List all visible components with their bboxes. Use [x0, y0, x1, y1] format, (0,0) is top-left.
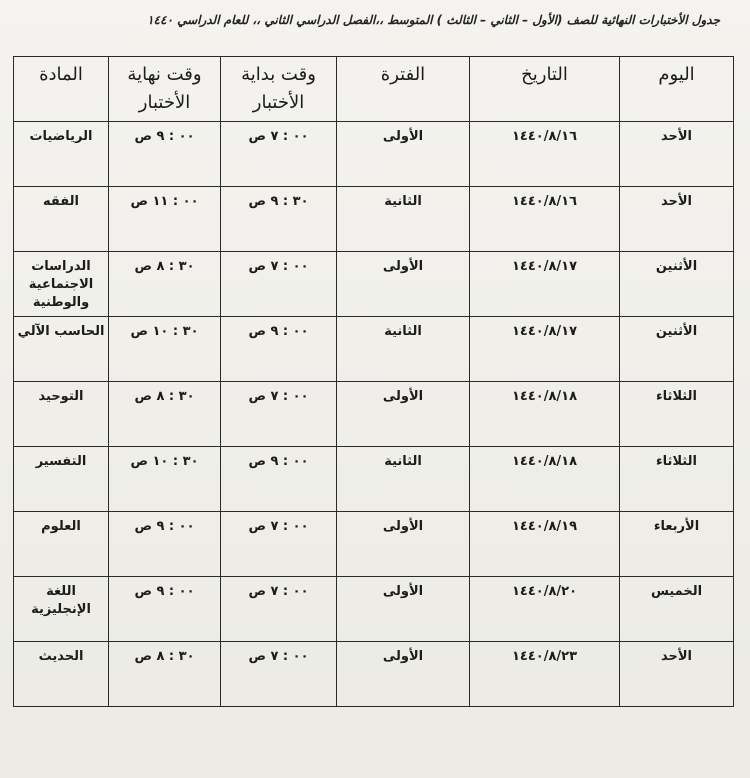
- header-date: التاريخ: [470, 57, 620, 122]
- end-time-cell: ٠٠ : ٩ ص: [109, 577, 221, 642]
- period-cell: الثانية: [337, 317, 470, 382]
- subject-cell: الحديث: [14, 642, 109, 707]
- subject-cell: الرياضيات: [14, 122, 109, 187]
- end-time-cell: ٣٠ : ٨ ص: [109, 382, 221, 447]
- subject-cell: الفقه: [14, 187, 109, 252]
- start-time-cell: ٠٠ : ٩ ص: [221, 317, 337, 382]
- end-time-cell: ٠٠ : ٩ ص: [109, 512, 221, 577]
- start-time-cell: ٣٠ : ٩ ص: [221, 187, 337, 252]
- end-time-cell: ٣٠ : ٨ ص: [109, 642, 221, 707]
- subject-cell: الدراسات الاجتماعية والوطنية: [14, 252, 109, 317]
- date-cell: ١٤٤٠/٨/٢٠: [470, 577, 620, 642]
- period-cell: الأولى: [337, 577, 470, 642]
- subject-cell: اللغة الإنجليزية: [14, 577, 109, 642]
- period-cell: الثانية: [337, 187, 470, 252]
- table-row: [14, 317, 734, 382]
- table-row: [14, 122, 734, 187]
- subject-cell: التفسير: [14, 447, 109, 512]
- start-time-cell: ٠٠ : ٧ ص: [221, 512, 337, 577]
- period-cell: الثانية: [337, 447, 470, 512]
- day-cell: الأحد: [620, 122, 734, 187]
- day-cell: الأثنين: [620, 252, 734, 317]
- end-time-cell: ٣٠ : ١٠ ص: [109, 447, 221, 512]
- start-time-cell: ٠٠ : ٧ ص: [221, 382, 337, 447]
- start-time-cell: ٠٠ : ٧ ص: [221, 642, 337, 707]
- table-row: [14, 642, 734, 707]
- date-cell: ١٤٤٠/٨/١٧: [470, 317, 620, 382]
- end-time-cell: ٣٠ : ٨ ص: [109, 252, 221, 317]
- table-row: [14, 447, 734, 512]
- exam-schedule-table: [13, 56, 734, 707]
- table-row: [14, 382, 734, 447]
- table-row: [14, 512, 734, 577]
- end-time-cell: ٠٠ : ١١ ص: [109, 187, 221, 252]
- header-start-time: وقت بداية الأختبار: [221, 57, 337, 122]
- subject-cell: التوحيد: [14, 382, 109, 447]
- table-row: [14, 577, 734, 642]
- date-cell: ١٤٤٠/٨/١٩: [470, 512, 620, 577]
- day-cell: الثلاثاء: [620, 447, 734, 512]
- subject-cell: الحاسب الآلي: [14, 317, 109, 382]
- table-row: [14, 252, 734, 317]
- day-cell: الخميس: [620, 577, 734, 642]
- date-cell: ١٤٤٠/٨/١٧: [470, 252, 620, 317]
- date-cell: ١٤٤٠/٨/١٨: [470, 447, 620, 512]
- end-time-cell: ٣٠ : ١٠ ص: [109, 317, 221, 382]
- table-header-row: [14, 57, 734, 122]
- period-cell: الأولى: [337, 122, 470, 187]
- start-time-cell: ٠٠ : ٩ ص: [221, 447, 337, 512]
- end-time-cell: ٠٠ : ٩ ص: [109, 122, 221, 187]
- document-title: جدول الأختبارات النهائية للصف (الأول – الثاني – الثالث ) المتوسط ،،الفصل الدراسي الثاني ،، للعام الدراسي ١٤٤٠: [147, 13, 720, 27]
- period-cell: الأولى: [337, 382, 470, 447]
- period-cell: الأولى: [337, 642, 470, 707]
- header-end-time: وقت نهاية الأختبار: [109, 57, 221, 122]
- header-day: اليوم: [620, 57, 734, 122]
- start-time-cell: ٠٠ : ٧ ص: [221, 122, 337, 187]
- period-cell: الأولى: [337, 252, 470, 317]
- day-cell: الأحد: [620, 642, 734, 707]
- header-period: الفترة: [337, 57, 470, 122]
- start-time-cell: ٠٠ : ٧ ص: [221, 252, 337, 317]
- table-row: [14, 187, 734, 252]
- day-cell: الأحد: [620, 187, 734, 252]
- subject-cell: العلوم: [14, 512, 109, 577]
- date-cell: ١٤٤٠/٨/١٨: [470, 382, 620, 447]
- day-cell: الأربعاء: [620, 512, 734, 577]
- date-cell: ١٤٤٠/٨/١٦: [470, 122, 620, 187]
- date-cell: ١٤٤٠/٨/١٦: [470, 187, 620, 252]
- period-cell: الأولى: [337, 512, 470, 577]
- start-time-cell: ٠٠ : ٧ ص: [221, 577, 337, 642]
- day-cell: الثلاثاء: [620, 382, 734, 447]
- header-subject: المادة: [14, 57, 109, 122]
- day-cell: الأثنين: [620, 317, 734, 382]
- date-cell: ١٤٤٠/٨/٢٣: [470, 642, 620, 707]
